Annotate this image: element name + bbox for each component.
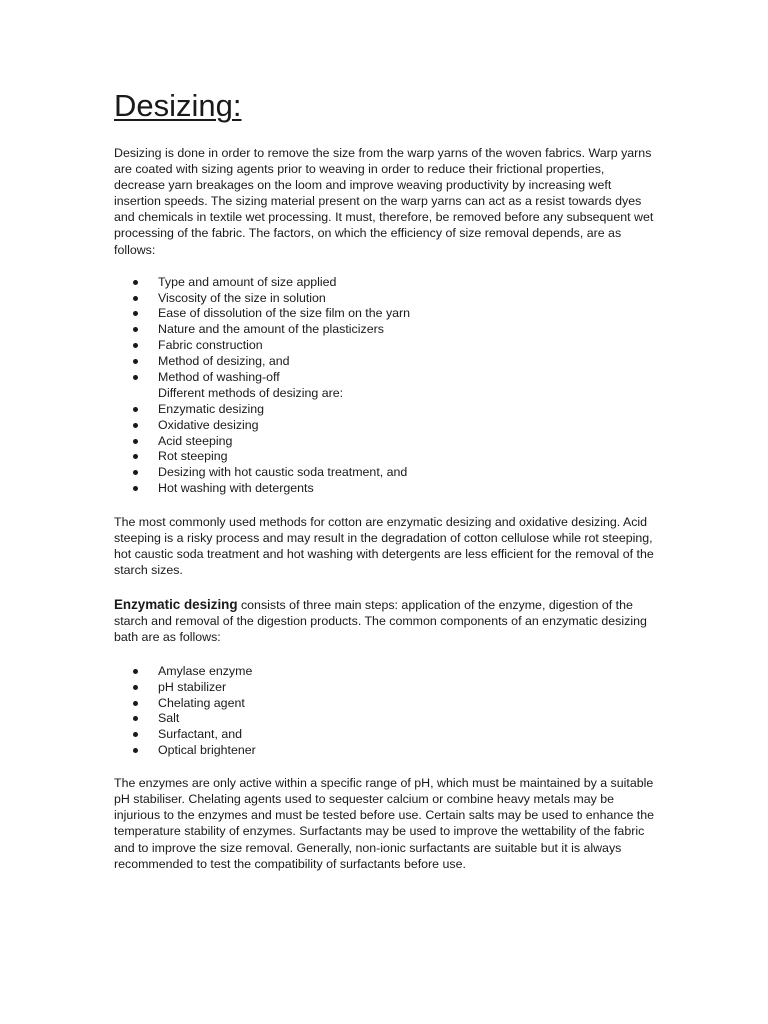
- factors-list: [114, 274, 654, 496]
- list-item: Method of desizing, and: [114, 353, 654, 369]
- list-item: Optical brightener: [114, 742, 654, 758]
- document-page: [114, 88, 654, 872]
- list-item: Desizing with hot caustic soda treatment, and: [114, 464, 654, 480]
- list-item: Hot washing with detergents: [114, 480, 654, 496]
- list-item: Enzymatic desizing: [114, 401, 654, 417]
- intro-paragraph: Desizing is done in order to remove the size from the warp yarns of the woven fabrics. Warp yarns are coated with sizing agents prior to weaving in order to reduce their frictional properties, decrease yarn breakages on the loom and improve weaving productivity by increasing weft insertion speeds. The sizing material present on the warp yarns can act as a resist towards dyes and chemicals in textile wet processing. It must, therefore, be removed before any subsequent wet processing of the fabric. The factors, on which the efficiency of size removal depends, are as follows:: [114, 146, 654, 257]
- enzymatic-text: consists of three main steps: application of the enzyme, digestion of the starch and removal of the digestion products. The common components of an enzymatic desizing bath are as follows:: [114, 597, 647, 644]
- components-list: [114, 663, 654, 758]
- list-item: Nature and the amount of the plasticizers: [114, 321, 654, 337]
- list-item: Oxidative desizing: [114, 417, 654, 433]
- list-item: Method of washing-off: [114, 369, 654, 385]
- list-item: Fabric construction: [114, 337, 654, 353]
- list-item: Type and amount of size applied: [114, 274, 654, 290]
- list-item: Ease of dissolution of the size film on the yarn: [114, 305, 654, 321]
- list-item: Viscosity of the size in solution: [114, 290, 654, 306]
- common-methods-paragraph: The most commonly used methods for cotton are enzymatic desizing and oxidative desizing. Acid steeping is a risky process and may result in the degradation of cotton cellulose while rot steeping, hot caustic soda treatment and hot washing with detergents are less efficient for the removal of the starch sizes.: [114, 515, 654, 578]
- enzymes-paragraph: The enzymes are only active within a specific range of pH, which must be maintained by a suitable pH stabiliser. Chelating agents used to sequester calcium or combine heavy metals may be injurious to the enzymes and must be tested before use. Certain salts may be used to enhance the temperature stability of enzymes. Surfactants may be used to improve the wettability of the fabric and to improve the size removal. Generally, non-ionic surfactants are suitable but it is always recommended to test the compatibility of surfactants before use.: [114, 776, 654, 871]
- list-item: Surfactant, and: [114, 726, 654, 742]
- page-title: Desizing:: [114, 88, 242, 123]
- list-item: Chelating agent: [114, 695, 654, 711]
- list-item: pH stabilizer: [114, 679, 654, 695]
- enzymatic-lead: Enzymatic desizing: [114, 596, 238, 612]
- list-item: Salt: [114, 710, 654, 726]
- list-item: Acid steeping: [114, 433, 654, 449]
- list-item: Amylase enzyme: [114, 663, 654, 679]
- list-item: Rot steeping: [114, 448, 654, 464]
- enzymatic-paragraph: [114, 597, 654, 645]
- methods-heading: Different methods of desizing are:: [158, 385, 344, 400]
